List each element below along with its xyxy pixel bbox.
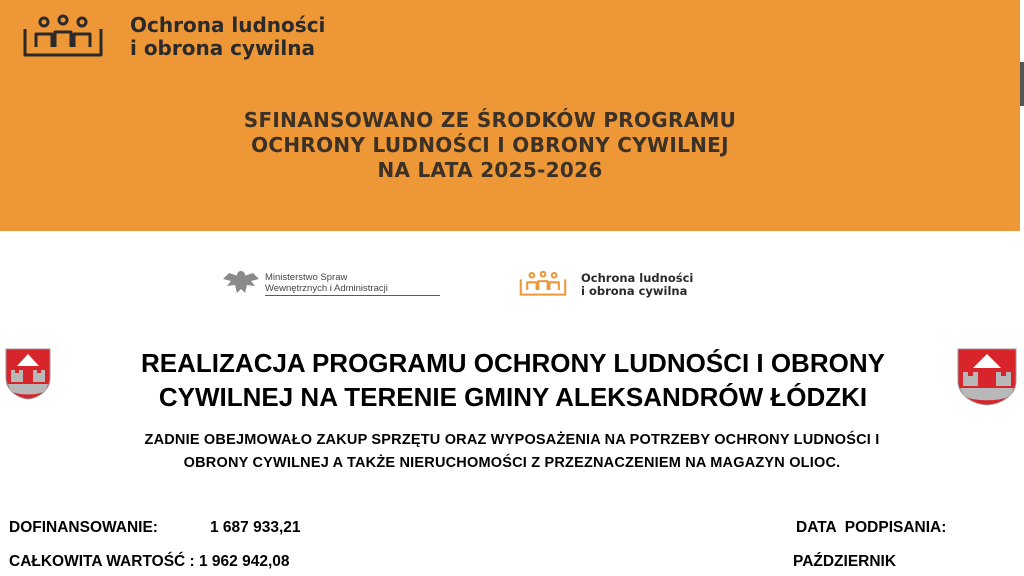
title-line-1: REALIZACJA PROGRAMU OCHRONY LUDNOŚCI I OBRONY bbox=[141, 348, 885, 378]
program-logo-text bbox=[581, 272, 693, 298]
signing-date-label: DATA PODPISANIA: bbox=[796, 519, 947, 536]
funding-heading bbox=[0, 108, 980, 183]
civil-protection-logo-text bbox=[130, 14, 325, 60]
project-description bbox=[0, 429, 1024, 475]
logo-line-2: i obrona cywilna bbox=[130, 36, 315, 60]
description-line-1: ZADNIE OBEJMOWAŁO ZAKUP SPRZĘTU ORAZ WYPOSAŻENIA NA POTRZEBY OCHRONY LUDNOŚCI I bbox=[144, 432, 880, 448]
municipal-crest-left-icon bbox=[5, 348, 51, 400]
program-line-2: i obrona cywilna bbox=[581, 284, 688, 298]
civil-protection-logo-icon bbox=[22, 14, 104, 58]
ministry-line-2: Wewnętrznych i Administracji bbox=[265, 283, 388, 294]
logo-line-1: Ochrona ludności bbox=[130, 13, 326, 37]
ministry-line-1: Ministerstwo Spraw bbox=[265, 272, 348, 283]
signing-date-value: PAŹDZIERNIK bbox=[793, 553, 897, 570]
eagle-emblem-icon bbox=[221, 269, 261, 297]
cofinancing-value: 1 687 933,21 bbox=[210, 519, 301, 536]
ministry-logo-text bbox=[265, 272, 388, 294]
program-line-1: Ochrona ludności bbox=[581, 271, 694, 285]
program-logo-icon bbox=[519, 270, 567, 297]
funding-heading-line-2: OCHRONY LUDNOŚCI I OBRONY CYWILNEJ bbox=[251, 133, 729, 157]
cofinancing-label: DOFINANSOWANIE: bbox=[9, 519, 158, 536]
funding-heading-line-3: NA LATA 2025-2026 bbox=[377, 158, 603, 182]
total-value: CAŁKOWITA WARTOŚĆ : 1 962 942,08 bbox=[9, 553, 290, 570]
ministry-underline bbox=[265, 295, 440, 296]
page-title bbox=[60, 346, 966, 414]
right-edge-mark bbox=[1020, 62, 1024, 106]
title-line-2: CYWILNEJ NA TERENIE GMINY ALEKSANDRÓW ŁÓDZKI bbox=[158, 382, 868, 412]
description-line-2: OBRONY CYWILNEJ A TAKŻE NIERUCHOMOŚCI Z PRZEZNACZENIEM NA MAGAZYN OLIOC. bbox=[183, 455, 841, 471]
municipal-crest-right-icon bbox=[957, 348, 1017, 406]
funding-heading-line-1: SFINANSOWANO ZE ŚRODKÓW PROGRAMU bbox=[243, 108, 737, 132]
